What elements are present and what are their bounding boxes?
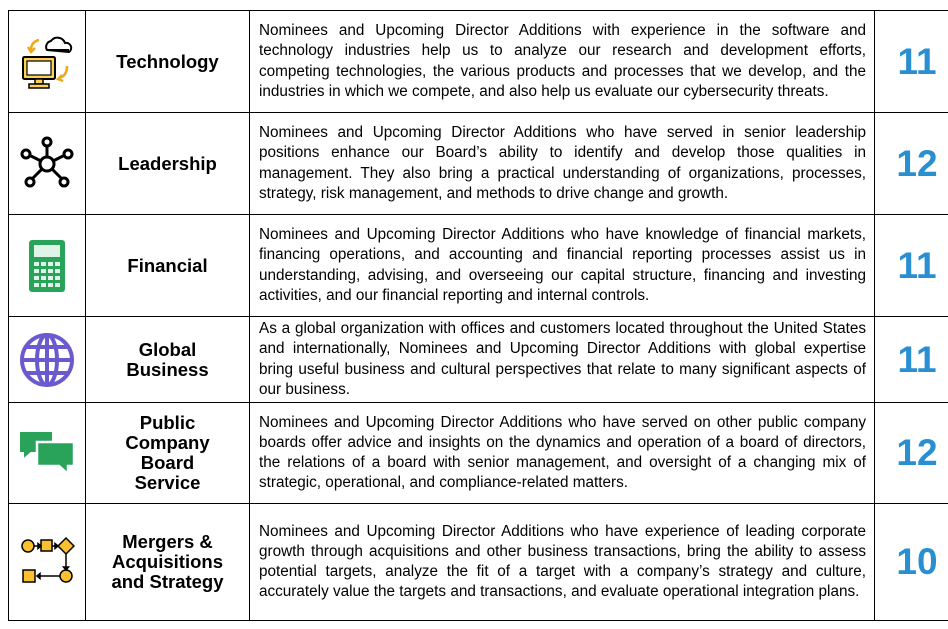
skill-description: Nominees and Upcoming Director Additions who have served in senior leadership positions enhance our Board’s ability to identify and develop those qualities in management. They also bring a practical understanding of organizations, processes, strategy, risk management, and methods to drive change and growth.	[250, 113, 875, 215]
skill-description: Nominees and Upcoming Director Additions who have knowledge of financial markets, financing operations, and accounting and financial reporting processes assist us in understanding, advising, and overseeing our capital structure, financing and investing activities, and our financial reporting and internal controls.	[250, 215, 875, 317]
flowchart-icon	[9, 534, 85, 590]
calculator-icon	[9, 238, 85, 294]
table-row	[9, 113, 948, 215]
skill-description: As a global organization with offices and customers located throughout the United States and internationally, Nominees and Upcoming Director Additions with global expertise bring useful business and cultural perspectives that relate to many significant aspects of our business.	[250, 317, 875, 403]
table-row	[9, 215, 948, 317]
skill-name: Financial	[86, 215, 250, 317]
computer-cloud-sync-icon	[9, 32, 85, 92]
skill-description: Nominees and Upcoming Director Additions who have served on other public company boards offer advice and insights on the dynamics and operation of a board of directors, the relations of a board with senior management, and oversight of a changing mix of strategic, operational, and compliance-related matters.	[250, 403, 875, 504]
skill-description: Nominees and Upcoming Director Additions with experience in the software and technology industries help us to analyze our research and development efforts, competing technologies, the various products and processes that we develop, and the industries in which we compete, and also help us evaluate our cybersecurity threats.	[250, 11, 875, 113]
skill-name: Leadership	[86, 113, 250, 215]
skill-name: Global Business	[86, 317, 250, 403]
director-count: 11	[875, 215, 948, 317]
skill-name: Mergers & Acquisitions and Strategy	[86, 504, 250, 621]
table-row	[9, 317, 948, 403]
director-count: 11	[875, 317, 948, 403]
director-count: 10	[875, 504, 948, 621]
skill-name: Public Company Board Service	[86, 403, 250, 504]
director-skills-table	[8, 10, 948, 621]
director-count: 12	[875, 403, 948, 504]
network-nodes-icon	[9, 135, 85, 193]
table-row	[9, 11, 948, 113]
director-count: 12	[875, 113, 948, 215]
director-count: 11	[875, 11, 948, 113]
chat-bubbles-icon	[9, 428, 85, 478]
skill-description: Nominees and Upcoming Director Additions who have experience of leading corporate growth through acquisitions and other business transactions, bring the ability to assess potential targets, analyze the fit of a target with a company’s strategy and culture, accurately value the targets and transactions, and evaluate operational integration plans.	[250, 504, 875, 621]
table-row	[9, 504, 948, 621]
skill-name: Technology	[86, 11, 250, 113]
table-row	[9, 403, 948, 504]
globe-icon	[9, 331, 85, 389]
